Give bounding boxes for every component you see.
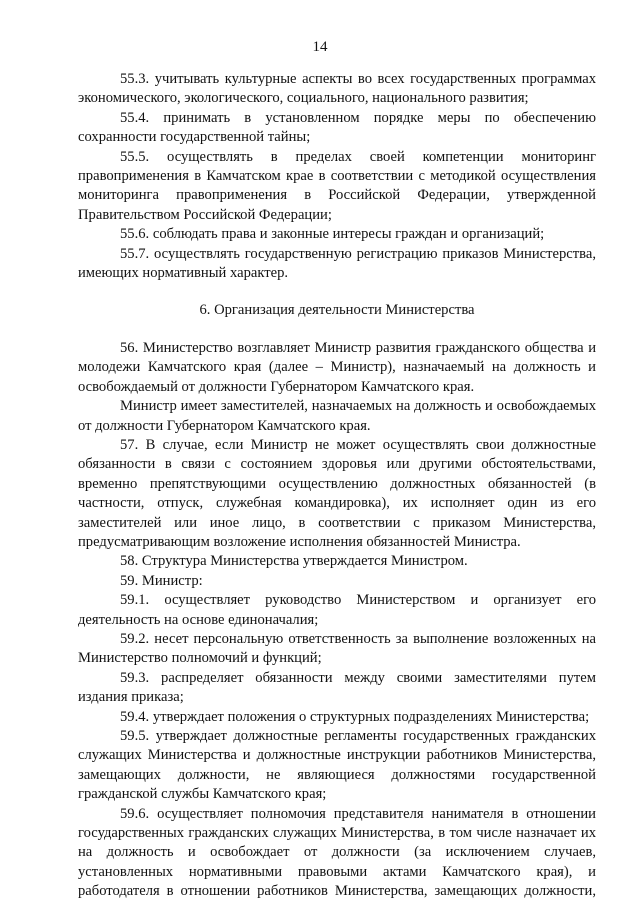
paragraph-56: 56. Министерство возглавляет Министр развития гражданского общества и молодежи Камчатского края (далее – Министр), назначаемый на должность и освобождаемый от должности Губернатором Камчатского края. [78, 339, 596, 395]
page-number: 14 [312, 39, 328, 55]
paragraph-55-7: 55.7. осуществлять государственную регистрацию приказов Министерства, имеющих нормативный характер. [78, 245, 596, 282]
paragraph-59-1: 59.1. осуществляет руководство Министерством и организует его деятельность на основе единоначалия; [78, 592, 596, 628]
paragraph-57: 57. В случае, если Министр не может осуществлять свои должностные обязанности в связи с состоянием здоровья или другими обстоятельствами, временно препятствующими осуществлению должностных обязанностей (в частности, отпуск, служебная командировка), их исполняет один из его заместителей или иное лицо, в соответствии с приказом Министерства, предусматривающим возложение исполнения обязанностей Министра. [78, 436, 596, 550]
paragraph-55-3: 55.3. учитывать культурные аспекты во всех государственных программах экономического, экологического, социального, национального развития; [78, 71, 596, 107]
paragraph-56-deputies: Министр имеет заместителей, назначаемых на должность и освобождаемых от должности Губернатором Камчатского края. [78, 398, 596, 434]
document-body [78, 70, 596, 902]
section-heading: 6. Организация деятельности Министерства [199, 302, 475, 319]
paragraph-59-5: 59.5. утверждает должностные регламенты государственных гражданских служащих Министерства и должностные инструкции работников Министерства, замещающих должности, не являющиеся должностями государственной гражданской службы Камчатского края; [78, 728, 596, 803]
paragraph-58: 58. Структура Министерства утверждается Министром. [120, 553, 468, 570]
paragraph-59-3: 59.3. распределяет обязанности между своими заместителями путем издания приказа; [78, 669, 596, 706]
paragraph-55-6: 55.6. соблюдать права и законные интересы граждан и организаций; [120, 226, 545, 243]
paragraph-55-4: 55.4. принимать в установленном порядке меры по обеспечению сохранности государственной тайны; [78, 109, 596, 146]
paragraph-55-5: 55.5. осуществлять в пределах своей компетенции мониторинг правоприменения в Камчатском крае в соответствии с методикой осуществления мониторинга правоприменения в Российской Федерации, утвержденной Правительством Российской Федерации; [78, 148, 596, 223]
paragraph-59-4: 59.4. утверждает положения о структурных подразделениях Министерства; [120, 708, 590, 725]
paragraph-59-6: 59.6. осуществляет полномочия представителя нанимателя в отношении государственных гражданских служащих Министерства, в том числе назначает их на должность и освобождает от должности (за исключением случаев, установленных нормативными правовыми актами Камчатского края), и работодателя в отношении работников Министерства, замещающих должности, [78, 805, 596, 900]
paragraph-59: 59. Министр: [120, 572, 203, 589]
paragraph-59-2: 59.2. несет персональную ответственность за выполнение возложенных на Министерство полномочий и функций; [78, 630, 596, 667]
